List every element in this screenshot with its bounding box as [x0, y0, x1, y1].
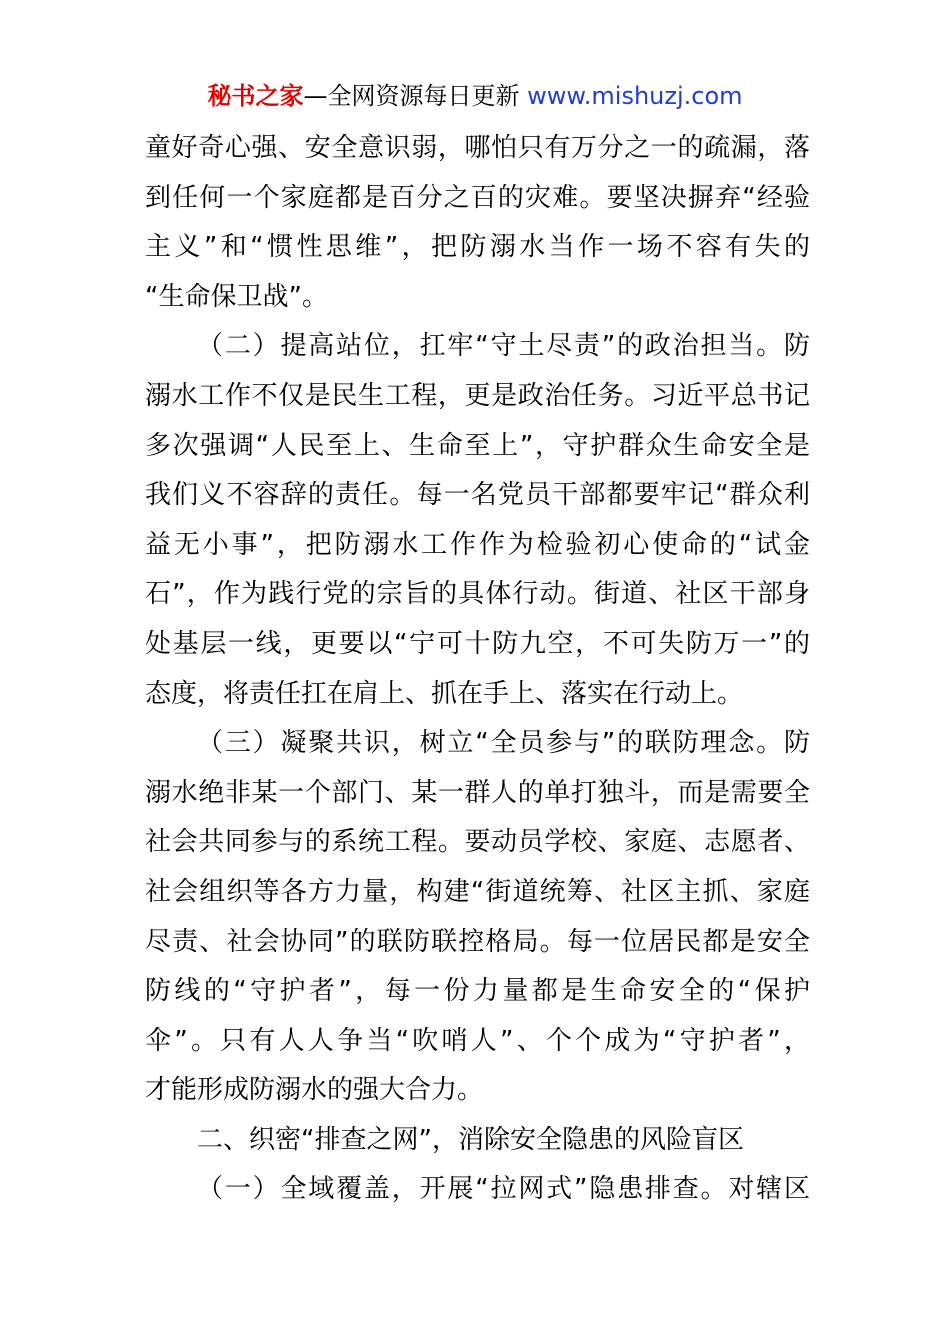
text-line: 我们义不容辞的责任。每一名党员干部都要牢记“群众利 — [145, 480, 810, 511]
text-line: 才能形成防溺水的强大合力。 — [145, 1075, 484, 1106]
text-line: 防线的“守护者”，每一份力量都是生命安全的“保护 — [145, 976, 810, 1007]
text-line: 益无小事”，把防溺水工作作为检验初心使命的“试金 — [145, 529, 810, 560]
site-slogan: —全网资源每日更新 — [303, 82, 528, 110]
text-line: 溺水绝非某一个部门、某一群人的单打独斗，而是需要全 — [145, 777, 810, 808]
text-line: 到任何一个家庭都是百分之百的灾难。要坚决摒弃“经验 — [145, 182, 810, 213]
chapter-heading-line: 二、织密“排查之网”，消除安全隐患的风险盲区 — [197, 1124, 744, 1155]
document-body — [145, 124, 810, 1215]
text-line: 处基层一线，更要以“宁可十防九空，不可失防万一”的 — [145, 628, 810, 659]
text-line: 伞”。只有人人争当“吹哨人”、个个成为“守护者”， — [145, 1025, 810, 1056]
text-line: 社会共同参与的系统工程。要动员学校、家庭、志愿者、 — [145, 827, 810, 858]
section-heading-line: （三）凝聚共识，树立“全员参与”的联防理念。防 — [197, 728, 810, 759]
text-line: “生命保卫战”。 — [145, 281, 328, 312]
text-line: 态度，将责任扛在肩上、抓在手上、落实在行动上。 — [145, 678, 744, 709]
text-line: 多次强调“人民至上、生命至上”，守护群众生命安全是 — [145, 430, 810, 461]
text-line: 溺水工作不仅是民生工程，更是政治任务。习近平总书记 — [145, 380, 810, 411]
text-line: 社会组织等各方力量，构建“街道统筹、社区主抓、家庭 — [145, 876, 810, 907]
site-header — [0, 80, 950, 112]
site-url-link[interactable]: www.mishuzj.com — [527, 82, 743, 110]
text-line: 童好奇心强、安全意识弱，哪怕只有万分之一的疏漏，落 — [145, 133, 810, 163]
text-line: 石”，作为践行党的宗旨的具体行动。街道、社区干部身 — [145, 579, 810, 610]
section-heading-line: （二）提高站位，扛牢“守土尽责”的政治担当。防 — [197, 331, 810, 362]
site-brand: 秘书之家 — [207, 82, 304, 110]
section-heading-line: （一）全域覆盖，开展“拉网式”隐患排查。对辖区 — [197, 1174, 810, 1205]
text-line: 主义”和“惯性思维”，把防溺水当作一场不容有失的 — [145, 232, 810, 263]
text-line: 尽责、社会协同”的联防联控格局。每一位居民都是安全 — [145, 926, 810, 957]
